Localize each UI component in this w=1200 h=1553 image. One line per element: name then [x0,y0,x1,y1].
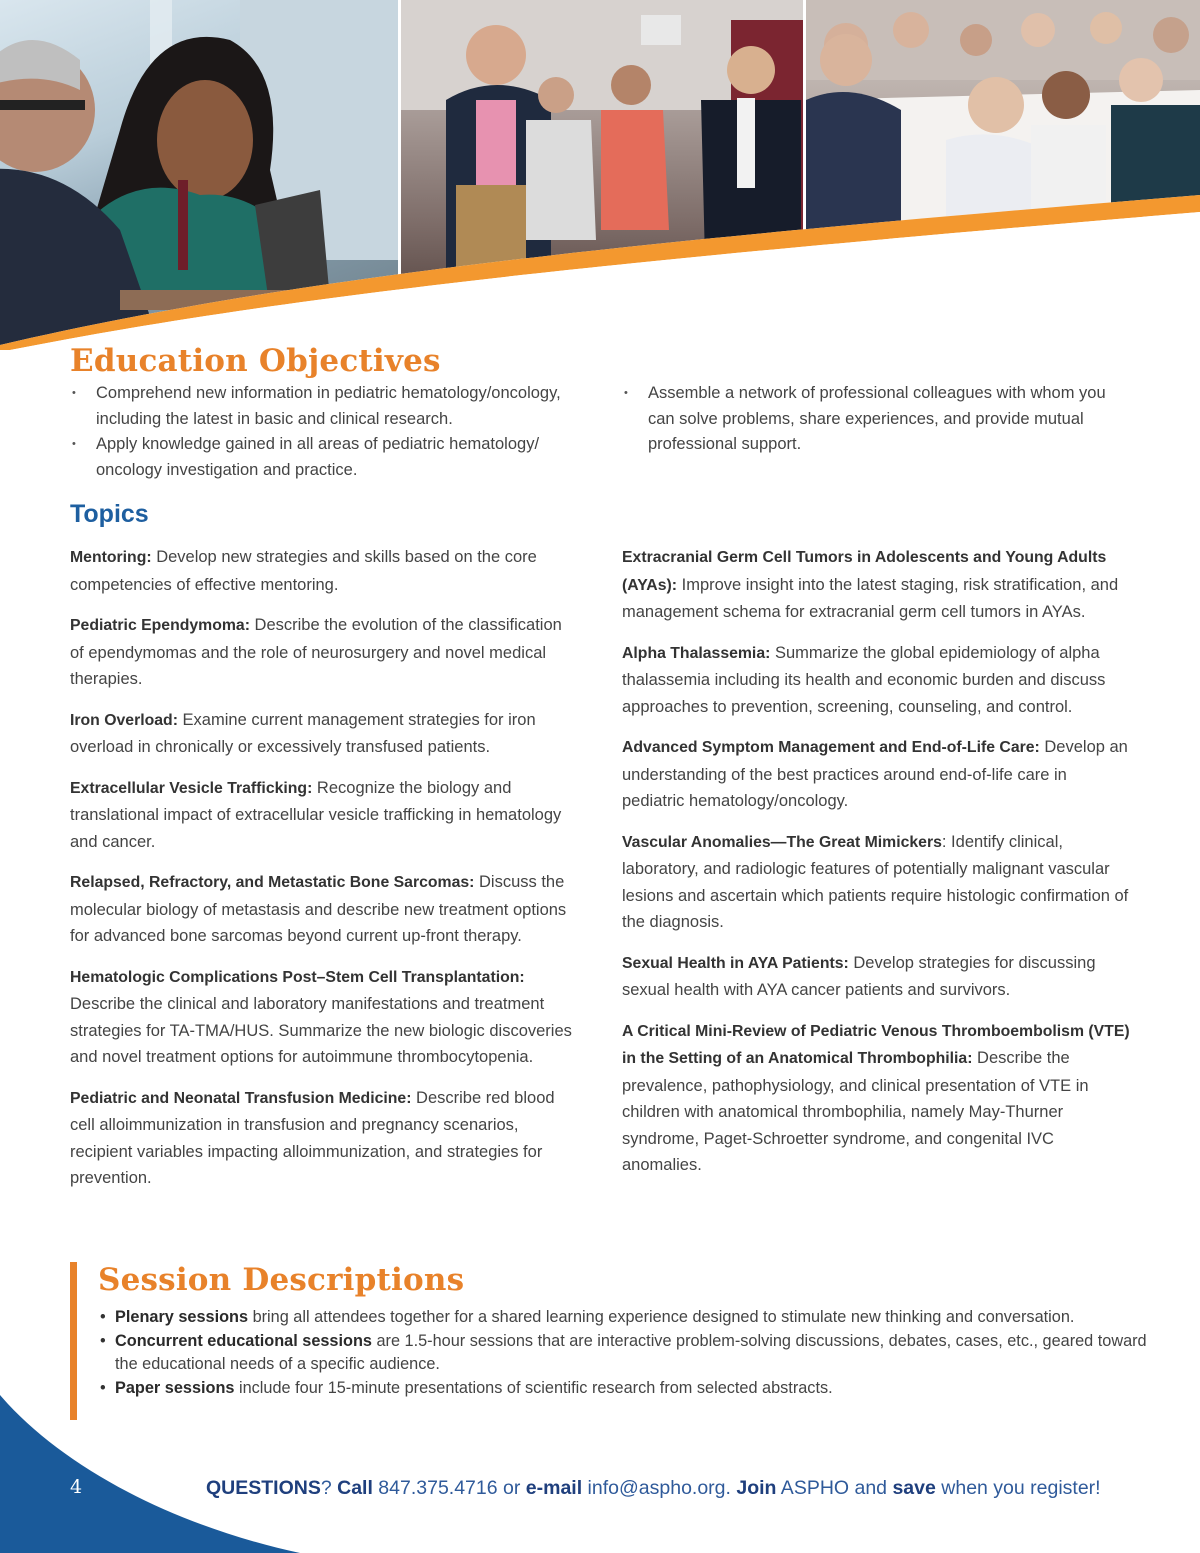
objective-item: • Apply knowledge gained in all areas of pediatric hematology/ oncology investigation and practice. [70,432,590,483]
orange-wave-divider [0,180,1200,350]
topics-heading: Topics [70,500,149,528]
footer-contact-line [206,1477,1186,1500]
footer-save-label: save [892,1477,936,1499]
topic-description: Discuss the molecular biology of metastasis and describe new treatment options for advanced bone sarcomas beyond current up-front therapy. [70,873,567,945]
topics-right-column [622,544,1132,1193]
topic-name: Extracellular Vesicle Trafficking: [70,779,313,797]
education-objectives-heading: Education Objectives [70,343,441,379]
topic-description: Develop strategies for discussing sexual health with AYA cancer patients and survivors. [622,953,1096,999]
topic-name: Mentoring: [70,549,152,566]
footer-register: when you register! [935,1477,1101,1499]
footer-email-label: e-mail [525,1477,583,1499]
session-descriptions-list [100,1306,1160,1400]
footer-join-label: Join [736,1477,777,1499]
session-type: Concurrent educational sessions [115,1331,372,1350]
topic-name: Vascular Anomalies—The Great Mimickers [622,833,942,851]
topic-item [70,869,580,950]
footer-call-label: Call [337,1477,373,1499]
topic-name: Pediatric and Neonatal Transfusion Medicine: [70,1089,412,1107]
topic-name: Hematologic Complications Post–Stem Cell Transplantation: [70,968,525,986]
topic-description: : Identify clinical, laboratory, and radiologic features of potentially malignant vascular lesions and ascertain which patients require histologic confirmation of the diagnosis. [622,832,1129,931]
topic-item [622,640,1132,721]
topic-description: Develop an understanding of the best practices around end-of-life care in pediatric hematology/oncology. [622,738,1128,810]
footer-phone[interactable]: 847.375.4716 or [372,1477,526,1499]
topic-name: Relapsed, Refractory, and Metastatic Bone Sarcomas: [70,874,475,891]
topic-description: Describe the evolution of the classification of ependymomas and the role of neurosurgery and novel medical therapies. [70,616,562,688]
page-number: 4 [70,1476,83,1498]
education-objectives-left-list [70,381,590,483]
topic-name: Sexual Health in AYA Patients: [622,954,849,972]
topic-description: Examine current management strategies for iron overload in chronically or excessively transfused patients. [70,710,536,756]
education-objectives-right-list [622,381,1132,458]
topic-item [70,544,580,598]
footer-aspho: ASPHO and [776,1477,893,1499]
objective-item: • Assemble a network of professional colleagues with whom you can solve problems, share experiences, and provide mutual professional support. [622,381,1132,458]
topic-name: A Critical Mini-Review of Pediatric Venous Thromboembolism (VTE) in the Setting of an Anatomical Thrombophilia: [622,1022,1130,1067]
topic-item [70,964,580,1071]
photo-banner [0,0,1200,345]
session-item [100,1306,1160,1330]
topic-item [70,707,580,761]
session-description: include four 15-minute presentations of scientific research from selected abstracts. [234,1378,833,1397]
session-description: bring all attendees together for a shared learning experience designed to stimulate new thinking and conversation. [248,1308,1075,1326]
topics-left-column [70,544,580,1206]
topic-name: Iron Overload: [70,711,178,729]
topic-item [622,829,1132,936]
objective-item: • Comprehend new information in pediatric hematology/oncology, including the latest in basic and clinical research. [70,381,590,432]
footer-q-mark: ? [320,1477,338,1499]
topic-description: Recognize the biology and translational impact of extracellular vesicle trafficking in hematology and cancer. [70,778,562,851]
topic-description: Describe red blood cell alloimmunization in transfusion and pregnancy scenarios, recipient variables impacting alloimmunization, and strategies for prevention. [70,1088,555,1187]
topic-item [70,775,580,856]
footer-email[interactable]: info@aspho.org. [582,1477,737,1499]
topic-item [70,1085,580,1192]
topic-item [70,612,580,693]
session-type: Paper sessions [115,1378,235,1397]
topic-name: Advanced Symptom Management and End-of-Life Care: [622,739,1040,756]
blue-corner-shape [0,1395,300,1553]
session-descriptions-heading: Session Descriptions [98,1262,465,1298]
session-type: Plenary sessions [115,1308,249,1326]
topic-description: Improve insight into the latest staging, risk stratification, and management schema for extracranial germ cell tumors in AYAs. [622,575,1119,621]
topic-name: Pediatric Ependymoma: [70,617,250,634]
footer-questions: QUESTIONS [206,1477,321,1499]
topic-item [622,1018,1132,1179]
topic-item [622,734,1132,815]
topic-item [622,950,1132,1004]
topic-description: Summarize the global epidemiology of alpha thalassemia including its health and economic burden and discuss approaches to prevention, screening, counseling, and control. [622,643,1106,716]
topic-description: Develop new strategies and skills based on the core competencies of effective mentoring. [70,548,537,594]
topic-description: Describe the prevalence, pathophysiology, and clinical presentation of VTE in children with anatomical thrombophilia, namely May-Thurner syndrome, Paget-Schroetter syndrome, and congenital IVC anomalies. [622,1049,1089,1174]
topic-name: Extracranial Germ Cell Tumors in Adolescents and Young Adults (AYAs): [622,549,1107,594]
session-description: are 1.5-hour sessions that are interactive problem-solving discussions, debates, cases, etc., geared toward the educational needs of a specific audience. [115,1331,1147,1373]
session-item [100,1330,1160,1377]
topic-item [622,544,1132,626]
topic-description: Describe the clinical and laboratory manifestations and treatment strategies for TA-TMA/HUS. Summarize the new biologic discoveries and novel treatment options for autoimmune thrombocytopenia. [70,995,572,1066]
topic-name: Alpha Thalassemia: [622,644,771,662]
